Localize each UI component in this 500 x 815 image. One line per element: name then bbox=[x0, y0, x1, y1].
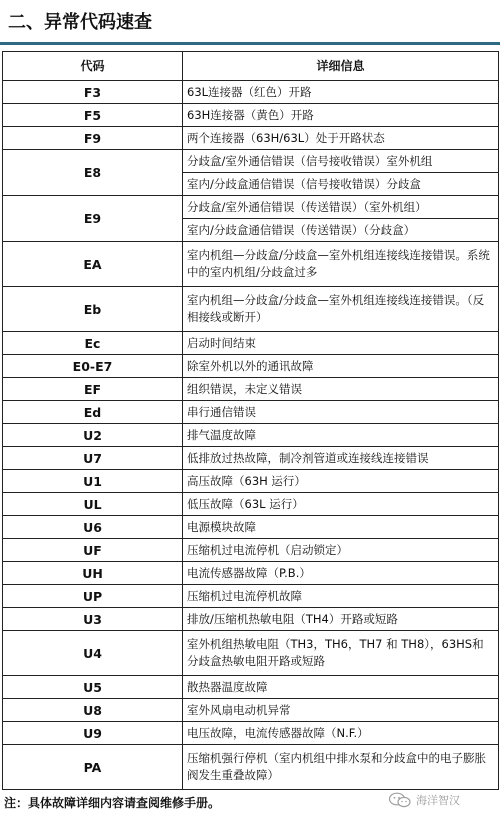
table-row bbox=[3, 699, 499, 722]
error-code: EA bbox=[3, 242, 183, 287]
table-row bbox=[3, 378, 499, 401]
error-code: U7 bbox=[3, 447, 183, 470]
error-detail: 串行通信错误 bbox=[183, 401, 499, 424]
table-row bbox=[3, 104, 499, 127]
table-row bbox=[3, 355, 499, 378]
table-row bbox=[3, 447, 499, 470]
table-row bbox=[3, 722, 499, 745]
error-code: F9 bbox=[3, 127, 183, 150]
error-code: E9 bbox=[3, 196, 183, 242]
table-row bbox=[3, 150, 499, 173]
error-code: E0-E7 bbox=[3, 355, 183, 378]
table-row bbox=[3, 676, 499, 699]
error-code: Ed bbox=[3, 401, 183, 424]
title-divider bbox=[0, 42, 500, 45]
column-header-info: 详细信息 bbox=[183, 52, 499, 81]
error-detail: 压缩机过电流停机故障 bbox=[183, 585, 499, 608]
error-detail: 压缩机过电流停机（启动锁定） bbox=[183, 539, 499, 562]
table-row bbox=[3, 562, 499, 585]
error-code: E8 bbox=[3, 150, 183, 196]
error-detail: 低压故障（63L 运行） bbox=[183, 493, 499, 516]
column-header-code: 代码 bbox=[3, 52, 183, 81]
error-detail: 排气温度故障 bbox=[183, 424, 499, 447]
table-row bbox=[3, 608, 499, 631]
error-code: Eb bbox=[3, 287, 183, 332]
table-row bbox=[3, 631, 499, 676]
error-detail: 室外风扇电动机异常 bbox=[183, 699, 499, 722]
error-detail: 室内机组—分歧盒/分歧盒—室外机组连接线连接错误。系统中的室内机组/分歧盒过多 bbox=[183, 242, 499, 287]
error-code: F3 bbox=[3, 81, 183, 104]
error-detail: 启动时间结束 bbox=[183, 332, 499, 355]
table-row bbox=[3, 585, 499, 608]
error-code: U1 bbox=[3, 470, 183, 493]
table-body bbox=[3, 81, 499, 790]
error-code: Ec bbox=[3, 332, 183, 355]
watermark bbox=[388, 789, 460, 811]
table-row bbox=[3, 401, 499, 424]
error-detail: 高压故障（63H 运行） bbox=[183, 470, 499, 493]
error-code: PA bbox=[3, 745, 183, 790]
table-row bbox=[3, 539, 499, 562]
page-title: 二、异常代码速查 bbox=[8, 12, 152, 33]
table-row bbox=[3, 287, 499, 332]
footnote: 注：具体故障详细内容请查阅维修手册。 bbox=[4, 796, 221, 810]
error-code: UF bbox=[3, 539, 183, 562]
error-code: UH bbox=[3, 562, 183, 585]
error-detail: 排放/压缩机热敏电阻（TH4）开路或短路 bbox=[183, 608, 499, 631]
error-code: U2 bbox=[3, 424, 183, 447]
error-code: EF bbox=[3, 378, 183, 401]
error-detail: 分歧盒/室外通信错误（信号接收错误）室外机组 bbox=[183, 150, 499, 173]
table-row bbox=[3, 196, 499, 219]
error-code: U4 bbox=[3, 631, 183, 676]
error-code: U8 bbox=[3, 699, 183, 722]
error-detail: 两个连接器（63H/63L）处于开路状态 bbox=[183, 127, 499, 150]
error-detail: 电流传感器故障（P.B.） bbox=[183, 562, 499, 585]
error-code: U5 bbox=[3, 676, 183, 699]
error-detail: 散热器温度故障 bbox=[183, 676, 499, 699]
table-header-row bbox=[3, 52, 499, 81]
table-row bbox=[3, 493, 499, 516]
error-detail: 低排放过热故障，制冷剂管道或连接线连接错误 bbox=[183, 447, 499, 470]
table-row bbox=[3, 745, 499, 790]
error-code: F5 bbox=[3, 104, 183, 127]
table-row bbox=[3, 332, 499, 355]
error-code: U3 bbox=[3, 608, 183, 631]
error-detail: 压缩机强行停机（室内机组中排水泵和分歧盒中的电子膨胀阀发生重叠故障） bbox=[183, 745, 499, 790]
error-detail: 分歧盒/室外通信错误（传送错误）（室外机组） bbox=[183, 196, 499, 219]
error-detail: 除室外机以外的通讯故障 bbox=[183, 355, 499, 378]
error-code: U9 bbox=[3, 722, 183, 745]
table-row bbox=[3, 242, 499, 287]
watermark-text: 海洋智汉 bbox=[416, 794, 460, 807]
table-row bbox=[3, 424, 499, 447]
error-detail: 室内机组—分歧盒/分歧盒—室外机组连接线连接错误。（反相接线或断开） bbox=[183, 287, 499, 332]
table-row bbox=[3, 470, 499, 493]
error-detail: 室外机组热敏电阻（TH3，TH6，TH7 和 TH8），63HS和分歧盒热敏电阻开路或短路 bbox=[183, 631, 499, 676]
table-row bbox=[3, 81, 499, 104]
wechat-icon bbox=[388, 792, 412, 808]
error-detail: 电压故障，电流传感器故障（N.F.） bbox=[183, 722, 499, 745]
error-detail: 室内/分歧盒通信错误（信号接收错误）分歧盒 bbox=[183, 173, 499, 196]
error-detail: 组织错误，未定义错误 bbox=[183, 378, 499, 401]
error-detail: 63L连接器（红色）开路 bbox=[183, 81, 499, 104]
error-detail: 63H连接器（黄色）开路 bbox=[183, 104, 499, 127]
error-code: U6 bbox=[3, 516, 183, 539]
error-detail: 室内/分歧盒通信错误（传送错误）（分歧盒） bbox=[183, 219, 499, 242]
table-row bbox=[3, 127, 499, 150]
error-code-table bbox=[2, 51, 499, 790]
error-code: UP bbox=[3, 585, 183, 608]
table-row bbox=[3, 516, 499, 539]
error-code: UL bbox=[3, 493, 183, 516]
error-detail: 电源模块故障 bbox=[183, 516, 499, 539]
